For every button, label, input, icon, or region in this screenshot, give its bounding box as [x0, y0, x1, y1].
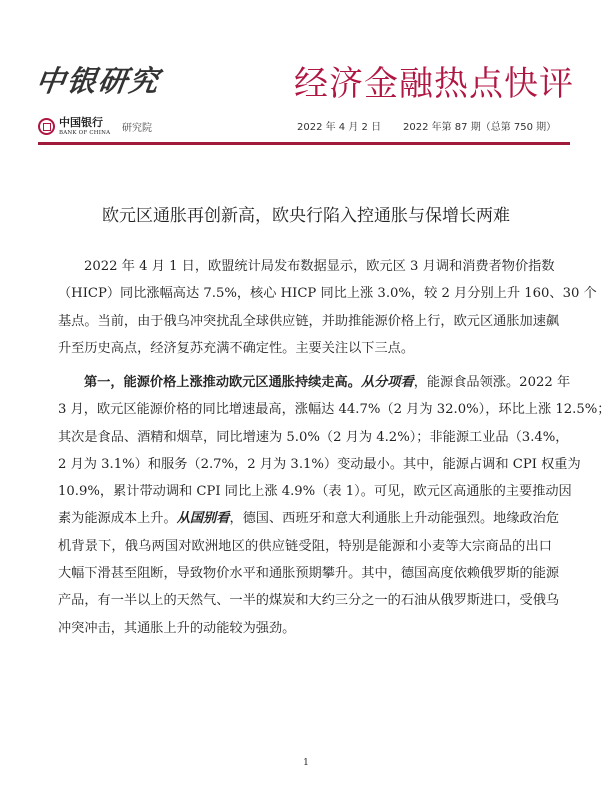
issue-number: 2022 年第 87 期（总第 750 期）	[403, 122, 557, 133]
paragraph-intro	[58, 253, 597, 362]
text-line: 3 月，欧元区能源价格的同比增速最高，涨幅达 44.7%（2 月为 32.0%），环比上涨 12.5%；	[58, 402, 611, 418]
text-line: 冲突冲击，其通胀上升的动能较为强劲。	[58, 620, 296, 636]
bank-logo-cn: 中国银行	[59, 116, 103, 129]
paragraph-point-one	[58, 369, 611, 642]
publish-date: 2022 年 4 月 2 日	[297, 122, 382, 133]
bank-logo-en: BANK OF CHINA	[59, 130, 111, 136]
bank-logo-icon	[38, 118, 55, 135]
page-number: 1	[303, 758, 309, 768]
institute-label: 研究院	[122, 123, 152, 134]
text-line: 基点。当前，由于俄乌冲突扰乱全球供应链，并助推能源价格上行，欧元区通胀加速飙	[58, 313, 560, 329]
text-line: 升至历史高点，经济复苏充满不确定性。主要关注以下三点。	[58, 340, 415, 356]
subheading: 从分项看	[360, 375, 414, 390]
calligraphy-logo: 中银研究	[33, 64, 163, 98]
text-line: 2 月为 3.1%）和服务（2.7%，2 月为 3.1%）变动最小。其中，能源占调和 CPI 权重为	[58, 456, 581, 472]
text-line: 机背景下，俄乌两国对欧洲地区的供应链受阻，特别是能源和小麦等大宗商品的出口	[58, 538, 552, 554]
point-heading: 第一，能源价格上涨推动欧元区通胀持续走高。	[84, 375, 361, 390]
text-line: 产品，有一半以上的天然气、一半的煤炭和大约三分之一的石油从俄罗斯进口，受俄乌	[58, 593, 560, 609]
series-title: 经济金融热点快评	[294, 64, 574, 104]
header-divider	[38, 142, 570, 145]
subheading: 从国别看	[176, 511, 230, 527]
text-line: 大幅下滑甚至阻断，导致物价水平和通胀预期攀升。其中，德国高度依赖俄罗斯的能源	[58, 566, 560, 582]
text-line	[58, 505, 560, 532]
text-line: 10.9%，累计带动调和 CPI 同比上涨 4.9%（表 1）。可见，欧元区高通胀的主要推动因	[58, 484, 572, 500]
text-span: ，能源食品领涨。2022 年	[413, 375, 571, 390]
article-headline: 欧元区通胀再创新高，欧央行陷入控通胀与保增长两难	[102, 206, 510, 226]
text-line: （HICP）同比涨幅高达 7.5%，核心 HICP 同比上涨 3.0%，较 2 月分别上升 160、30 个	[58, 286, 597, 302]
text-line	[58, 369, 571, 396]
bank-logo-text	[59, 116, 110, 137]
text-line: 其次是食品、酒精和烟草，同比增速为 5.0%（2 月为 4.2%）；非能源工业品（3.4%，	[58, 429, 569, 445]
bank-of-china-logo	[38, 116, 110, 137]
text-span: 素为能源成本上升。	[58, 511, 177, 527]
text-line: 2022 年 4 月 1 日，欧盟统计局发布数据显示，欧元区 3 月调和消费者物价指数	[84, 259, 555, 274]
text-span: ，德国、西班牙和意大利通胀上升动能强烈。地缘政治危	[229, 511, 560, 527]
